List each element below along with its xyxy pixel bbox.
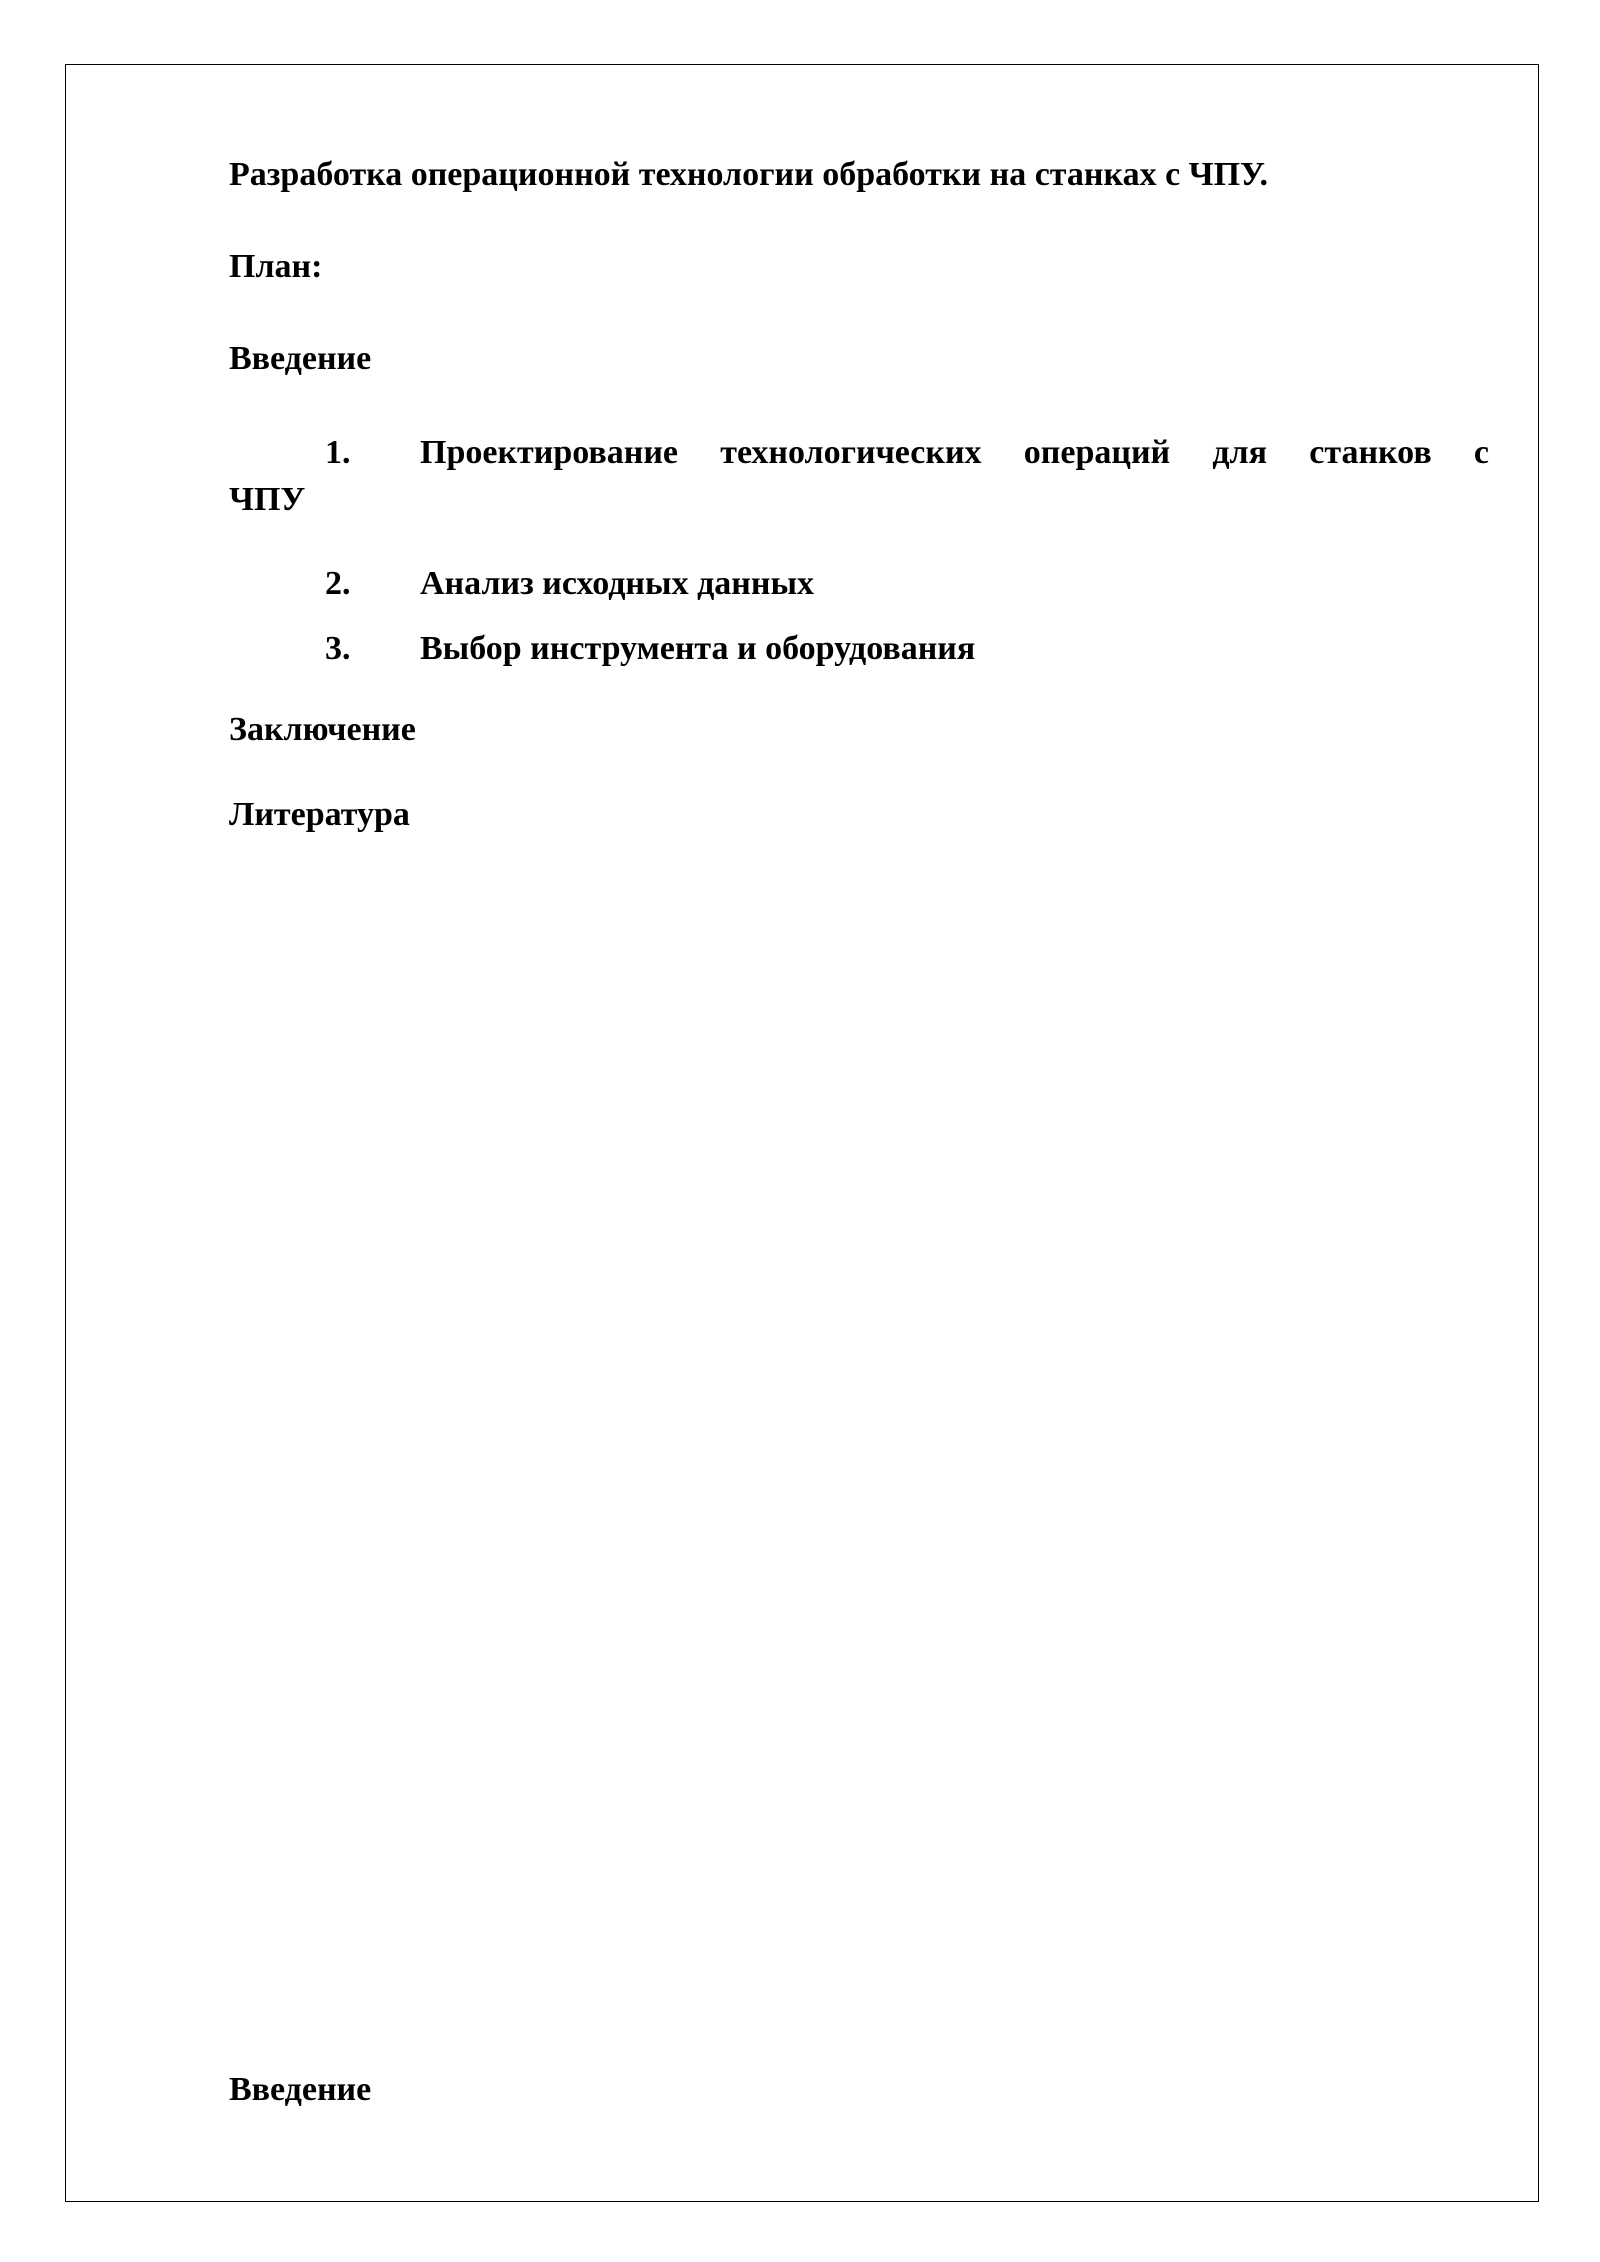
toc-literature-entry: Литература — [229, 796, 410, 833]
toc-item-number: 2. — [325, 565, 351, 602]
plan-label: План: — [229, 248, 323, 285]
page-border — [65, 64, 1539, 2202]
toc-item — [229, 560, 1489, 607]
toc-item-number: 1. — [325, 434, 351, 471]
section-heading: Введение — [229, 2071, 372, 2108]
toc-conclusion-entry: Заключение — [229, 711, 416, 748]
toc-intro-entry: Введение — [229, 340, 372, 377]
toc-item-text: Выбор инструмента и оборудования — [420, 630, 976, 667]
toc-item-text: Анализ исходных данных — [420, 565, 814, 602]
toc-item-text-continuation: ЧПУ — [229, 481, 306, 518]
toc-item-number: 3. — [325, 630, 351, 667]
toc-item-text: Проектирование технологических операций для станков с — [420, 434, 1489, 471]
toc-item — [229, 625, 1489, 672]
toc-item — [229, 429, 1489, 523]
document-title: Разработка операционной технологии обработки на станках с ЧПУ. — [229, 156, 1268, 193]
